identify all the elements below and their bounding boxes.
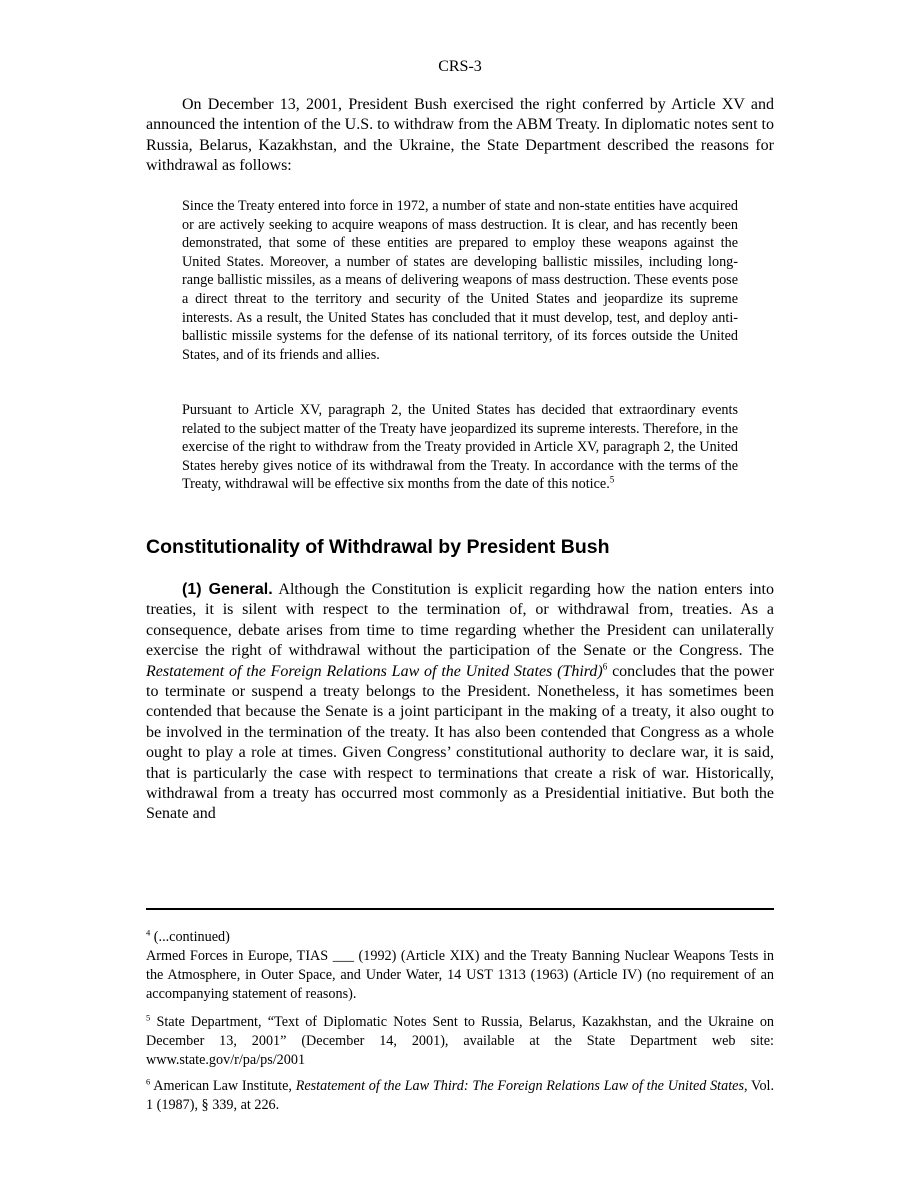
footnote-4	[146, 928, 774, 1004]
paragraph-subheading: (1) General.	[182, 581, 273, 598]
footnote-text: Armed Forces in Europe, TIAS ___ (1992) (Article XIX) and the Treaty Banning Nuclear Weapons Tests in the Atmosphere, in Outer Space, and Under Water, 14 UST 1313 (1963) (Article IV) (no requirement of an accompanying statement of reasons).	[146, 948, 774, 1002]
intro-paragraph: On December 13, 2001, President Bush exercised the right conferred by Article XV and announced the intention of the U.S. to withdraw from the ABM Treaty. In diplomatic notes sent to Russia, Belarus, Kazakhstan, and the Ukraine, the State Department described the reasons for withdrawal as follows:	[146, 96, 774, 175]
general-text-part1: Although the Constitution is explicit regarding how the nation enters into treaties, it is silent with respect to the termination of, or withdrawal from, treaties. As a consequence, debate arises from time to time regarding whether the President can unilaterally exercise the right of withdrawal without the participation of the Senate or the Congress. The	[146, 581, 775, 660]
page-header: CRS-3	[438, 58, 482, 75]
footnote-italic-title: Restatement of the Law Third: The Foreign Relations Law of the United States	[295, 1078, 744, 1094]
block-quote-paragraph-1: Since the Treaty entered into force in 1972, a number of state and non-state entities have acquired or are actively seeking to acquire weapons of mass destruction. It is clear, and has recently been demonstrated, that some of these entities are prepared to employ these weapons against the United States. Moreover, a number of states are developing ballistic missiles, including long-range ballistic missiles, as a means of delivering weapons of mass destruction. These events pose a direct threat to the territory and security of the United States and jeopardize its supreme interests. As a result, the United States has concluded that it must develop, test, and deploy anti-ballistic missile systems for the defense of its national territory, of its forces outside the United States, and of its friends and allies.	[182, 198, 738, 363]
footnote-number: 6	[146, 1076, 151, 1087]
general-paragraph	[146, 580, 774, 825]
footnote-continued-label: (...continued)	[153, 929, 230, 945]
footnote-text-before: American Law Institute,	[153, 1078, 292, 1094]
block-quote-paragraph-2	[182, 401, 738, 494]
restatement-title: Restatement of the Foreign Relations Law of the United States (Third)	[146, 662, 603, 680]
general-text-part2: concludes that the power to terminate or suspend a treaty belongs to the President. Nonetheless, it has sometimes been contended that because the Senate is a joint participant in the making of a treaty, it also ought to be involved in the termination of the treaty. It has also been contended that Congress as a whole ought to play a role at times. Given Congress’ constitutional authority to declare war, it is said, that is particularly the case with respect to terminations that create a risk of war. Historically, withdrawal from a treaty has occurred most commonly as a Presidential initiative. But both the Senate and	[146, 662, 775, 823]
footnote-number: 5	[146, 1012, 151, 1023]
block-quote-text: Pursuant to Article XV, paragraph 2, the United States has decided that extraordinary events related to the subject matter of the Treaty have jeopardized its supreme interests. Therefore, in the exercise of the right to withdraw from the Treaty provided in Article XV, paragraph 2, the United States hereby gives notice of its withdrawal from the Treaty. In accordance with the terms of the Treaty, withdrawal will be effective six months from the date of this notice.	[182, 402, 738, 493]
footnote-separator	[146, 908, 774, 910]
footnote-number: 4	[146, 927, 151, 938]
footnote-text-after: , Vol. 1 (1987), § 339, at 226.	[146, 1078, 775, 1113]
section-heading: Constitutionality of Withdrawal by President Bush	[146, 536, 610, 558]
footnote-6	[146, 1077, 774, 1115]
footnote-ref-6[interactable]: 6	[602, 661, 608, 672]
footnote-text: State Department, “Text of Diplomatic Notes Sent to Russia, Belarus, Kazakhstan, and the Ukraine on December 13, 2001” (December 14, 2001), available at the State Department web site: www.state.gov/r/pa/ps/2001	[146, 1014, 775, 1068]
footnote-5	[146, 1013, 774, 1070]
footnote-ref-5[interactable]: 5	[609, 474, 615, 485]
